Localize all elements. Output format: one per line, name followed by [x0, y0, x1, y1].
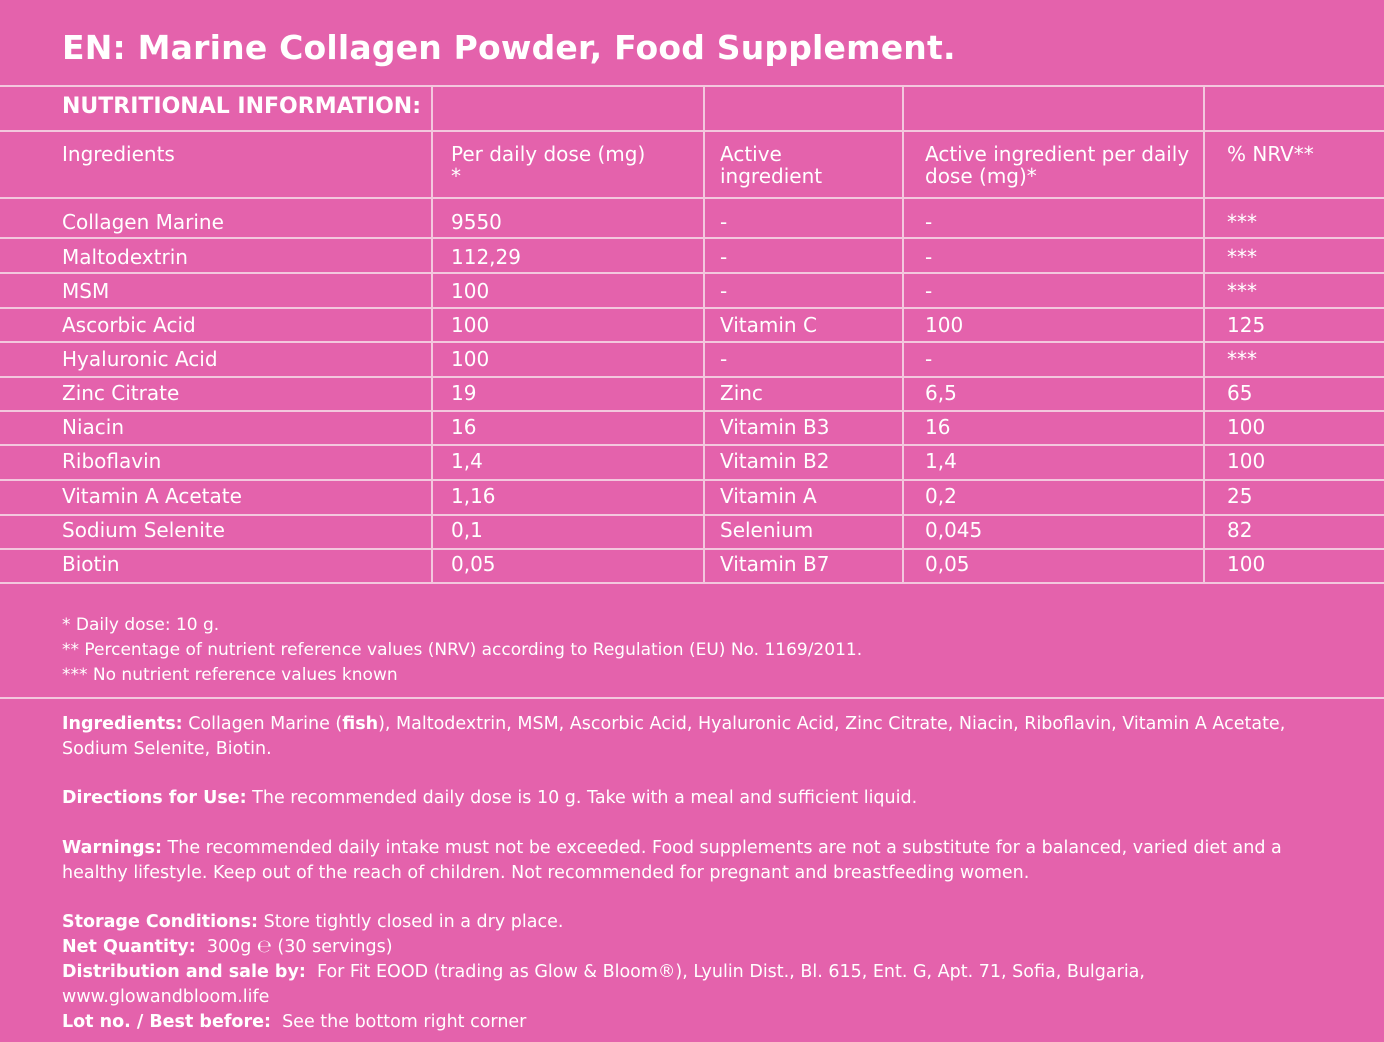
- nrv-value: 100: [1227, 552, 1266, 576]
- ingredients-text-rest: ), Maltodextrin, MSM, Ascorbic Acid, Hyaluronic Acid, Zinc Citrate, Niacin, Riboflavin, Vitamin A Acetate, Sodium Selenite, Biotin.: [62, 714, 1286, 759]
- allergen-text: fish: [342, 714, 379, 734]
- ingredients-paragraph: [62, 712, 1332, 762]
- active-dose-value: 0,045: [925, 518, 983, 542]
- column-header-active-ingredient: Active ingredient: [720, 142, 823, 188]
- daily-dose-value: 100: [451, 279, 490, 303]
- active-dose-value: -: [925, 210, 933, 234]
- warnings-label: Warnings:: [62, 838, 162, 858]
- footnotes: [62, 613, 862, 688]
- storage-label: Storage Conditions:: [62, 912, 259, 932]
- column-divider: [1203, 85, 1205, 584]
- net-quantity-text: 300g ℮ (30 servings): [195, 937, 393, 957]
- active-dose-value: 6,5: [925, 381, 957, 405]
- section-divider: [0, 697, 1384, 699]
- lot-line: [62, 1010, 1332, 1035]
- nrv-value: 125: [1227, 313, 1266, 337]
- warnings-text: The recommended daily intake must not be exceeded. Food supplements are not a substitute for a balanced, varied diet and a healthy lifestyle. Keep out of the reach of children. Not recommended for pregnant and breastfeeding women.: [62, 838, 1282, 883]
- table-divider: [0, 548, 1384, 550]
- nrv-value: 65: [1227, 381, 1253, 405]
- ingredient-name: Riboflavin: [62, 449, 162, 473]
- column-header-ingredients: Ingredients: [62, 142, 175, 166]
- active-dose-value: -: [925, 279, 933, 303]
- daily-dose-value: 0,05: [451, 552, 496, 576]
- active-ingredient: -: [720, 279, 728, 303]
- column-header-active-per-dose: Active ingredient per daily dose (mg)*: [925, 142, 1190, 188]
- storage-text: Store tightly closed in a dry place.: [258, 912, 564, 932]
- nutrition-section-title: NUTRITIONAL INFORMATION:: [62, 94, 422, 119]
- table-divider: [0, 341, 1384, 343]
- column-header-per-daily-dose: Per daily dose (mg) *: [451, 142, 646, 188]
- ingredient-name: Biotin: [62, 552, 120, 576]
- table-divider: [0, 237, 1384, 239]
- daily-dose-value: 16: [451, 415, 477, 439]
- nrv-value: ***: [1227, 245, 1257, 269]
- warnings-paragraph: [62, 836, 1332, 886]
- directions-label: Directions for Use:: [62, 788, 247, 808]
- ingredient-name: Collagen Marine: [62, 210, 224, 234]
- daily-dose-value: 1,4: [451, 449, 483, 473]
- column-divider: [902, 85, 904, 584]
- nrv-value: ***: [1227, 279, 1257, 303]
- table-top-border: [0, 85, 1384, 87]
- column-header-nrv: % NRV**: [1227, 142, 1314, 166]
- active-ingredient: Zinc: [720, 381, 763, 405]
- daily-dose-value: 100: [451, 347, 490, 371]
- column-divider: [431, 85, 433, 584]
- directions-text: The recommended daily dose is 10 g. Take with a meal and sufficient liquid.: [246, 788, 918, 808]
- active-ingredient: Selenium: [720, 518, 814, 542]
- table-divider: [0, 130, 1384, 132]
- footnote-daily-dose: * Daily dose: 10 g.: [62, 615, 220, 635]
- active-ingredient: Vitamin B3: [720, 415, 830, 439]
- distribution-text: For Fit EOOD (trading as Glow & Bloom®), Lyulin Dist., Bl. 615, Ent. G, Apt. 71, Sofia, Bulgaria,: [305, 962, 1145, 982]
- table-divider: [0, 479, 1384, 481]
- active-dose-value: 16: [925, 415, 951, 439]
- ingredients-text: Collagen Marine (: [182, 714, 343, 734]
- net-quantity-label: Net Quantity:: [62, 937, 196, 957]
- ingredient-name: Ascorbic Acid: [62, 313, 196, 337]
- daily-dose-value: 0,1: [451, 518, 483, 542]
- nrv-value: 100: [1227, 449, 1266, 473]
- active-ingredient: Vitamin C: [720, 313, 817, 337]
- table-divider: [0, 307, 1384, 309]
- ingredient-name: Sodium Selenite: [62, 518, 225, 542]
- daily-dose-value: 9550: [451, 210, 502, 234]
- daily-dose-value: 100: [451, 313, 490, 337]
- active-dose-value: 100: [925, 313, 964, 337]
- storage-line: [62, 910, 1332, 935]
- active-ingredient: Vitamin A: [720, 484, 817, 508]
- table-divider: [0, 514, 1384, 516]
- footnote-nrv: ** Percentage of nutrient reference values (NRV) according to Regulation (EU) No. 1169/2011.: [62, 640, 863, 660]
- active-ingredient: Vitamin B2: [720, 449, 830, 473]
- nrv-value: ***: [1227, 210, 1257, 234]
- table-divider: [0, 410, 1384, 412]
- ingredients-label: Ingredients:: [62, 714, 183, 734]
- lot-text: See the bottom right corner: [270, 1012, 527, 1032]
- table-divider: [0, 376, 1384, 378]
- active-ingredient: -: [720, 245, 728, 269]
- ingredient-name: Hyaluronic Acid: [62, 347, 218, 371]
- active-ingredient: Vitamin B7: [720, 552, 830, 576]
- daily-dose-value: 112,29: [451, 245, 521, 269]
- distribution-line: [62, 960, 1332, 985]
- net-quantity-line: [62, 935, 1332, 960]
- active-dose-value: 1,4: [925, 449, 957, 473]
- distribution-label: Distribution and sale by:: [62, 962, 306, 982]
- table-bottom-border: [0, 582, 1384, 584]
- footnote-no-nrv: *** No nutrient reference values known: [62, 665, 398, 685]
- daily-dose-value: 1,16: [451, 484, 496, 508]
- ingredient-name: Maltodextrin: [62, 245, 188, 269]
- ingredient-name: Vitamin A Acetate: [62, 484, 242, 508]
- website-link[interactable]: www.glowandbloom.life: [62, 987, 270, 1007]
- active-ingredient: -: [720, 210, 728, 234]
- directions-paragraph: [62, 786, 1332, 811]
- nrv-value: ***: [1227, 347, 1257, 371]
- nrv-value: 100: [1227, 415, 1266, 439]
- nrv-value: 25: [1227, 484, 1253, 508]
- daily-dose-value: 19: [451, 381, 477, 405]
- page-title: EN: Marine Collagen Powder, Food Supplement.: [62, 28, 956, 67]
- active-dose-value: -: [925, 245, 933, 269]
- table-divider: [0, 197, 1384, 199]
- active-dose-value: 0,2: [925, 484, 957, 508]
- nrv-value: 82: [1227, 518, 1253, 542]
- column-divider: [703, 85, 705, 584]
- ingredient-name: MSM: [62, 279, 110, 303]
- table-divider: [0, 272, 1384, 274]
- ingredient-name: Niacin: [62, 415, 125, 439]
- active-ingredient: -: [720, 347, 728, 371]
- active-dose-value: 0,05: [925, 552, 970, 576]
- table-divider: [0, 444, 1384, 446]
- lot-label: Lot no. / Best before:: [62, 1012, 271, 1032]
- active-dose-value: -: [925, 347, 933, 371]
- ingredient-name: Zinc Citrate: [62, 381, 180, 405]
